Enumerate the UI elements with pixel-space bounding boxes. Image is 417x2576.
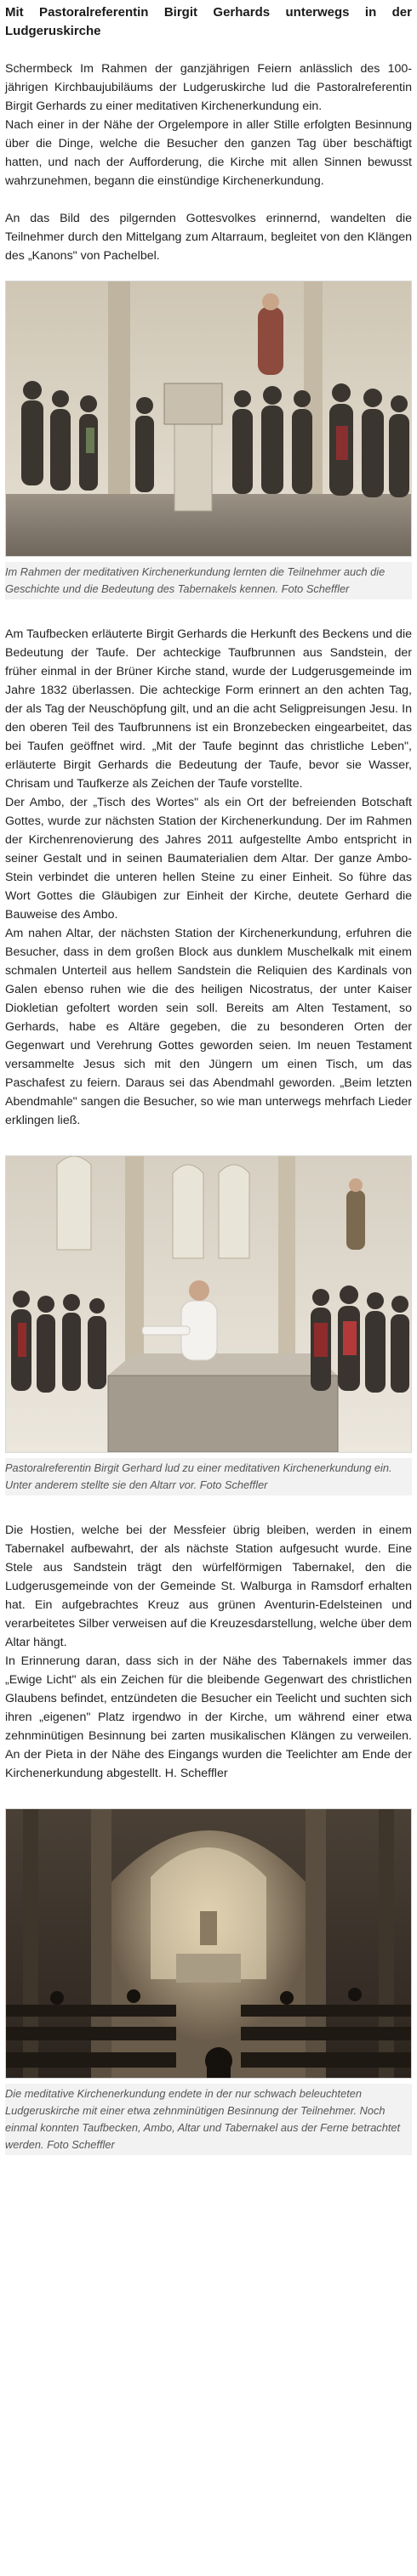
photo-caption: Im Rahmen der meditativen Kirchenerkundung lernten die Teilnehmer auch die Geschichte und die Bedeutung des Tabernakels kennen. Foto Scheffler [5, 562, 412, 599]
photo-tabernacle-group-illustration [6, 281, 411, 556]
body-paragraph: Am Taufbecken erläuterte Birgit Gerhards die Herkunft des Beckens und die Bedeutung der Taufe. Der achteckige Taufbrunnen aus Sandstein, der früher einmal in der Brüner Kirche stand, wurde der Ludgerusgemeinde im Jahre 1832 überlassen. Die achteckige Form erinnert an den achten Tag, der als Tag der Neuschöpfung gilt, und an die acht Seligpreisungen Jesu. In den oberen Teil des Taufbrunnens ist ein Bronzebecken eingearbeitet, das bei Taufen geöffnet wird. „Mit der Taufe beginnt das christliche Leben", erläuterte Birgit Gerhards die Bedeutung der Taufe, bevor sie Wasser, Chrisam und Taufkerze als Zeichen der Taufe vorstellte. [5, 627, 412, 791]
intro-paragraph: Schermbeck Im Rahmen der ganzjährigen Feiern anlässlich des 100-jährigen Kirchbaujubiläums der Ludgeruskirche lud die Pastoralreferentin Birgit Gerhards zu einer meditativen Kirchenerkundung ein. [5, 62, 412, 113]
body-paragraph: Der Ambo, der „Tisch des Wortes" als ein Ort der befreienden Botschaft Gottes, wurde zur nächsten Station der Kirchenerkundung. Der im Rahmen der Kirchenrenovierung des Jahres 2011 aufgestellte Ambo entspricht in seiner Gestalt und in seinen Baumaterialien dem Altar. Der ganze Ambo-Stein verbindet die unteren hellen Steine zu einer Einheit. So führe das Wort Gottes die Gläubigen zur Einheit der Kirche, deutete Gerhard die Bauweise des Ambo. [5, 796, 412, 922]
body-paragraph: Die Hostien, welche bei der Messfeier übrig bleiben, werden in einem Tabernakel aufbewahrt, der als nächste Station aufgesucht wurde. Eine Stele aus Sandstein trägt den würfelförmigen Tabernakel, den die Ludgerusgemeinde von der Gemeinde St. Walburga in Ramsdorf erhalten hat. Ein aufgebrachtes Kreuz aus grünen Aventurin-Edelsteinen und verarbeitetes Silber verweisen auf die Kreuzesdarstellung, welche über dem Altar hängt. [5, 1523, 412, 1649]
photo-caption: Pastoralreferentin Birgit Gerhard lud zu einer meditativen Kirchenerkundung ein. Unter anderem stellte sie den Altarr vor. Foto Scheffler [5, 1458, 412, 1495]
photo-altar-presentation [5, 1155, 412, 1453]
photo-caption: Die meditative Kirchenerkundung endete in der nur schwach beleuchteten Ludgeruskirche mit einer etwa zehnminütigen Besinnung der Teilnehmer. Noch einmal konnten Taufbecken, Ambo, Altar und Tabernakel aus der Ferne betrachtet werden. Foto Scheffler [5, 2084, 412, 2155]
body-paragraph: Nach einer in der Nähe der Orgelempore in aller Stille erfolgten Besinnung über die Dinge, welche die Besucher den ganzen Tag über beschäftigt hatten, und nach der Aufforderung, die Kirche mit allen Sinnen bewusst wahrzunehmen, begann die einstündige Kirchenerkundung. [5, 118, 412, 188]
photo-church-interior [5, 1808, 412, 2079]
photo-tabernacle-group [5, 281, 412, 557]
article-title: Mit Pastoralreferentin Birgit Gerhards unterwegs in der Ludgeruskirche [5, 5, 412, 38]
body-paragraph: An das Bild des pilgernden Gottesvolkes erinnernd, wandelten die Teilnehmer durch den Mittelgang zum Altarraum, begleitet von den Klängen des „Kanons" von Pachelbel. [5, 212, 412, 263]
photo-altar-presentation-illustration [6, 1156, 411, 1452]
body-paragraph: Am nahen Altar, der nächsten Station der Kirchenerkundung, erfuhren die Besucher, dass in dem großen Block aus dunklem Muschelkalk mit einem schmalen Unterteil aus hellem Sandstein die Reliquien des Kardinals von Galen ebenso ruhen wie die des heiligen Nicostratus, der unter Kaiser Diokletian gefoltert worden sein soll. Bereits am Alten Testament, so Gerhards, habe es Altäre gegeben, die zu besonderen Orten der Gegenwart und Verehrung Gottes geworden seien. Im neuen Testament versammelte Jesus sich mit den Jüngern um einen Tisch, um das Paschafest zu feiern. Daraus sei das Abendmahl geworden. „Beim letzten Abendmahle" sangen die Besucher, so wie man unterwegs mehrfach Lieder erklingen ließ. [5, 927, 412, 1127]
photo-church-interior-illustration [6, 1809, 411, 2078]
body-paragraph: In Erinnerung daran, dass sich in der Nähe des Tabernakels immer das „Ewige Licht" als ein Zeichen für die bleibende Gegenwart des christlichen Glaubens befindet, entzündeten die Besucher ein Teelicht und suchten sich ihren „eigenen" Platz irgendwo in der Kirche, um während einer etwa zehnminütigen Besinnung bei zarten musikalischen Klängen zu verweilen. An der Pieta in der Nähe des Eingangs wurden die Teelichter am Ende der Kirchenerkundung abgestellt. H. Scheffler [5, 1654, 412, 1780]
